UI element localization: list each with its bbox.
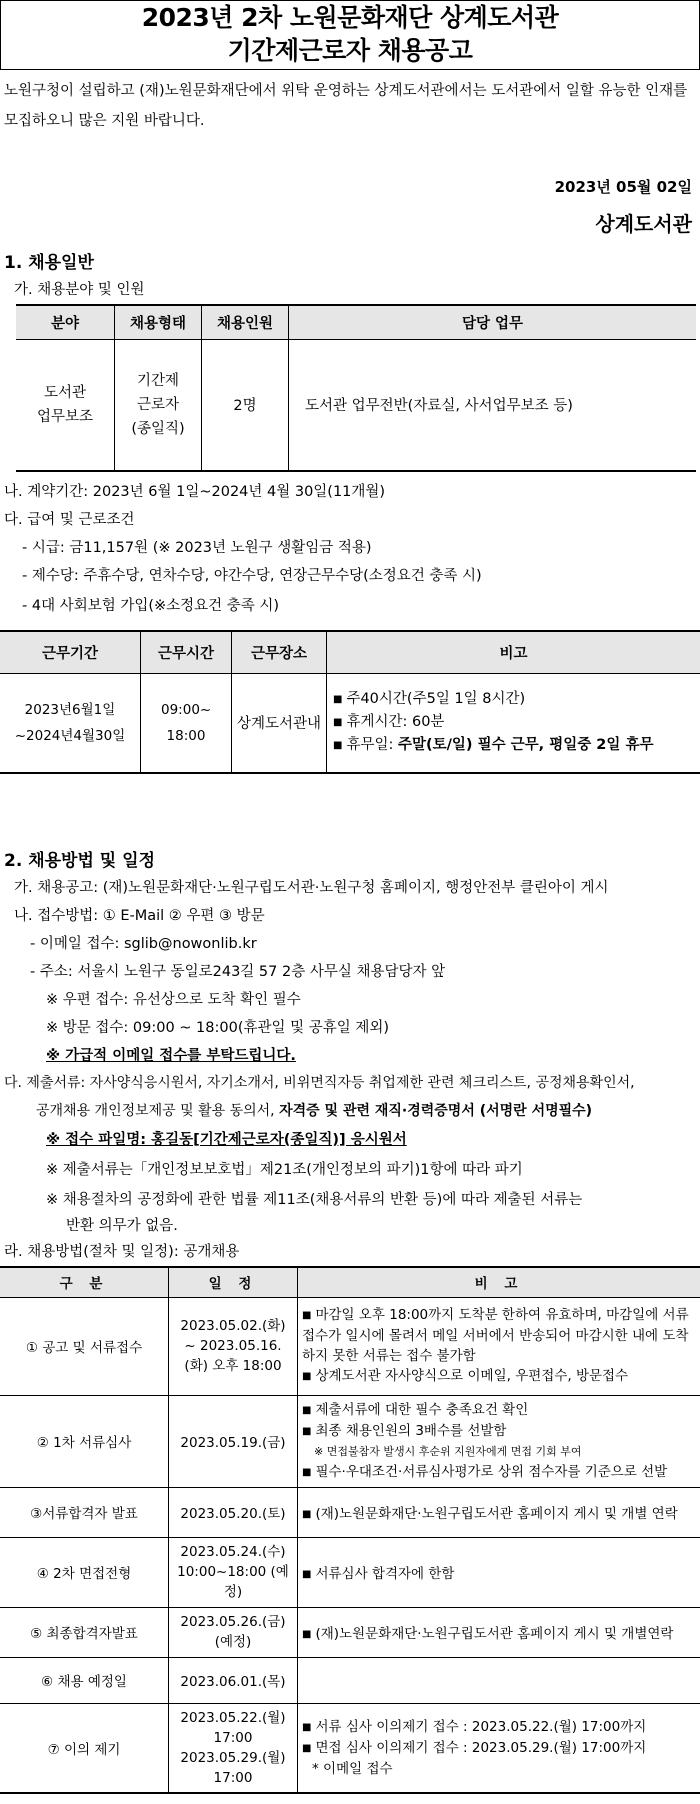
date-value: 2023.05.02.(화) ~ 2023.05.16.(화) 오후 18:00 <box>180 1318 286 1374</box>
remarks-cell <box>298 1395 700 1487</box>
section2-heading: 2. 채용방법 및 일정 <box>4 851 155 871</box>
recruit-table <box>16 304 696 472</box>
remark: ■ (재)노원문화재단·노원구립도서관 홈페이지 게시 및 개별 연락 <box>302 1502 700 1522</box>
remark: ■ 상계도서관 자사양식으로 이메일, 우편접수, 방문접수 <box>302 1366 700 1387</box>
table-row <box>0 1487 700 1537</box>
visit-note: ※ 방문 접수: 09:00 ~ 18:00(휴관일 및 공휴일 제외) <box>46 1020 390 1036</box>
cell-field <box>16 339 115 471</box>
date-value: 2023.05.22.(월) 17:00 2023.05.29.(월) 17:00 <box>180 1709 286 1786</box>
remark: ■ 필수·우대조건·서류심사평가로 상위 점수자를 기준으로 선발 <box>302 1462 700 1483</box>
work-conditions-table <box>0 630 700 774</box>
step-cell: ⑥ 채용 예정일 <box>0 1657 169 1703</box>
date-cell: 2023.06.01.(목) <box>169 1657 298 1703</box>
col-field: 분야 <box>16 305 115 339</box>
intro-text: 노원구청이 설립하고 (재)노원문화재단에서 위탁 운영하는 상계도서관에서는 도서관에서 일할 유능한 인재를 모집하오니 많은 지원 바랍니다. <box>4 83 688 129</box>
remark: ■ 서류심사 합격자에 한함 <box>302 1562 700 1582</box>
cell-place: 상계도서관내 <box>232 673 327 773</box>
cell-period <box>0 673 141 773</box>
col-period: 근무기간 <box>0 631 141 673</box>
section1-heading: 1. 채용일반 <box>4 253 94 273</box>
step-cell: ⑦ 이의 제기 <box>0 1703 169 1793</box>
cell-count: 2명 <box>202 339 289 471</box>
step-cell: ② 1차 서류심사 <box>0 1395 169 1487</box>
documents-line1: 다. 제출서류: 자사양식응시원서, 자기소개서, 비위면직자등 취업제한 관련 체크리스트, 공정채용확인서, <box>4 1075 635 1091</box>
documents-line2 <box>36 1100 592 1120</box>
date-cell <box>169 1537 298 1607</box>
step-cell: ⑤ 최종합격자발표 <box>0 1607 169 1657</box>
holiday-prefix: 휴무일: <box>346 737 398 754</box>
notes-list <box>327 688 700 757</box>
type-value: 기간제 근로자 (종일직) <box>131 372 185 437</box>
col-remarks: 비 고 <box>298 1267 700 1297</box>
remarks-cell <box>298 1607 700 1657</box>
remark: ■ 서류 심사 이의제기 접수 : 2023.05.22.(월) 17:00까지 <box>302 1717 700 1738</box>
note-holiday <box>333 734 700 757</box>
date-cell <box>169 1703 298 1793</box>
date-cell: 2023.05.20.(토) <box>169 1487 298 1537</box>
recruit-field-label: 가. 채용분야 및 인원 <box>14 282 145 298</box>
documents-bold: 자격증 및 관련 재직·경력증명서 (서명란 서명필수) <box>279 1103 593 1119</box>
table-row <box>0 1657 700 1703</box>
title-line-2: 기간제근로자 채용공고 <box>227 36 473 65</box>
contract-period: 나. 계약기간: 2023년 6월 1일~2024년 4월 30일(11개월) <box>4 484 386 500</box>
col-date: 일 정 <box>169 1267 298 1297</box>
notice-date: 2023년 05월 02일 <box>554 178 692 196</box>
recruit-process-label: 라. 채용방법(절차 및 일정): 공개채용 <box>4 1244 240 1260</box>
col-hours: 근무시간 <box>141 631 232 673</box>
remark: ■ (재)노원문화재단·노원구립도서관 홈페이지 게시 및 개별연락 <box>302 1622 700 1642</box>
remarks-cell <box>298 1297 700 1395</box>
remarks-cell <box>298 1703 700 1793</box>
post-note: ※ 우편 접수: 유선상으로 도착 확인 필수 <box>46 992 301 1008</box>
email-application: - 이메일 접수: sglib@nowonlib.kr <box>30 936 257 952</box>
hours-value: 09:00~ 18:00 <box>161 701 212 744</box>
holiday-bold: 주말(토/일) 필수 근무, 평일중 2일 휴무 <box>397 737 654 754</box>
file-name-note: ※ 접수 파일명: 홍길동[기간제근로자(종일직)] 응시원서 <box>46 1132 407 1148</box>
hourly-wage: - 시급: 금11,157원 (※ 2023년 노원구 생활임금 적용) <box>22 540 372 556</box>
schedule-table <box>0 1266 700 1794</box>
document-destroy-note: ※ 제출서류는「개인정보보호법」제21조(개인정보의 파기)1항에 따라 파기 <box>46 1162 523 1178</box>
table-row <box>0 1395 700 1487</box>
col-count: 채용인원 <box>202 305 289 339</box>
remark: ■ 면접 심사 이의제기 접수 : 2023.05.29.(월) 17:00까지 <box>302 1738 700 1759</box>
remark-small: ※ 면접불참자 발생시 후순위 지원자에게 면접 기회 부여 <box>314 1444 582 1458</box>
step-cell: ① 공고 및 서류접수 <box>0 1297 169 1395</box>
field-value: 도서관 업무보조 <box>36 384 94 425</box>
document-return-note: ※ 채용절차의 공정화에 관한 법률 제11조(채용서류의 반환 등)에 따라 제출된 서류는 <box>46 1192 583 1208</box>
cell-duty: 도서관 업무전반(자료실, 사서업무보조 등) <box>289 339 697 471</box>
documents-plain: 공개채용 개인정보제공 및 활용 동의서, <box>36 1103 280 1119</box>
remark-extra: * 이메일 접수 <box>312 1760 393 1777</box>
date-cell <box>169 1297 298 1395</box>
col-step: 구 분 <box>0 1267 169 1297</box>
date-cell <box>169 1607 298 1657</box>
document-return-note-2: 반환 의무가 없음. <box>66 1218 178 1234</box>
note-hours: ■ 주40시간(주5일 1일 8시간) <box>333 688 700 711</box>
date-value: 2023.05.24.(수) 10:00~18:00 (예정) <box>177 1544 289 1600</box>
step-cell: ④ 2차 면접전형 <box>0 1537 169 1607</box>
allowances: - 제수당: 주휴수당, 연차수당, 야간수당, 연장근무수당(소정요건 충족 시) <box>22 568 482 584</box>
period-value: 2023년6월1일 ~2024년4월30일 <box>14 701 126 744</box>
table-row <box>0 1703 700 1793</box>
pay-conditions-label: 다. 급여 및 근로조건 <box>4 512 135 528</box>
application-method: 나. 접수방법: ① E-Mail ② 우편 ③ 방문 <box>14 908 265 924</box>
cell-hours <box>141 673 232 773</box>
table-row <box>0 1297 700 1395</box>
title-line-1: 2023년 2차 노원문화재단 상계도서관 <box>141 3 559 32</box>
email-preferred: ※ 가급적 이메일 접수를 부탁드립니다. <box>46 1048 296 1064</box>
insurance: - 4대 사회보험 가입(※소정요건 충족 시) <box>22 598 280 614</box>
postal-address: - 주소: 서울시 노원구 동일로243길 57 2층 사무실 채용담당자 앞 <box>30 964 446 980</box>
date-value: 2023.05.26.(금) (예정) <box>180 1614 286 1650</box>
organization-name: 상계도서관 <box>595 212 692 236</box>
col-duty: 담당 업무 <box>289 305 697 339</box>
remarks-cell <box>298 1487 700 1537</box>
date-cell: 2023.05.19.(금) <box>169 1395 298 1487</box>
cell-notes <box>327 673 700 773</box>
title-box <box>0 0 700 70</box>
step-cell: ③서류합격자 발표 <box>0 1487 169 1537</box>
col-notes: 비고 <box>327 631 700 673</box>
col-place: 근무장소 <box>232 631 327 673</box>
remark: ■ 최종 채용인원의 3배수를 선발함 <box>302 1421 700 1442</box>
remarks-cell <box>298 1537 700 1607</box>
note-break: ■ 휴게시간: 60분 <box>333 711 700 734</box>
announcement: 가. 채용공고: (재)노원문화재단·노원구립도서관·노원구청 홈페이지, 행정안전부 클린아이 게시 <box>14 880 609 896</box>
cell-type <box>115 339 202 471</box>
remark: ■ 마감일 오후 18:00까지 도착분 한하여 유효하며, 마감일에 서류접수가 일시에 몰려서 메일 서버에서 반송되어 마감시한 내에 도착하지 못한 서류는 접수 불가함 <box>302 1305 700 1366</box>
remark: ■ 제출서류에 대한 필수 충족요건 확인 <box>302 1400 700 1421</box>
table-row <box>0 1607 700 1657</box>
table-row <box>0 1537 700 1607</box>
col-type: 채용형태 <box>115 305 202 339</box>
remarks-cell <box>298 1657 700 1703</box>
